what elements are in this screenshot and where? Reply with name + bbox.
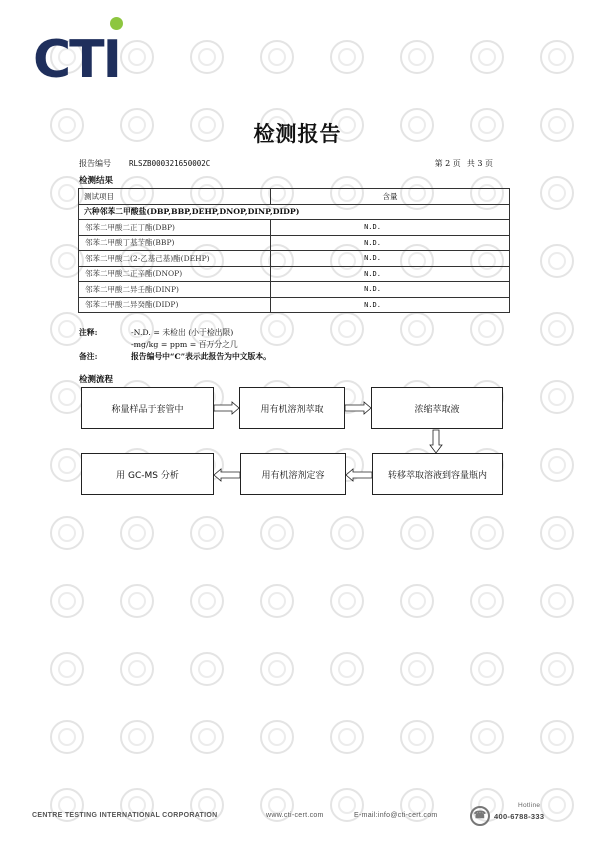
phone-icon: ☎	[470, 806, 490, 826]
report-title: 检测报告	[253, 121, 342, 146]
flow-step-analyze: 用 GC-MS 分析	[81, 453, 214, 495]
flow-step-extract: 用有机溶剂萃取	[239, 387, 345, 429]
test-item: 邻苯二甲酸二(2-乙基己基)酯(DEHP)	[79, 251, 271, 267]
page-current: 第 2 页	[434, 159, 461, 168]
note-line: -mg/kg = ppm = 百万分之几	[131, 340, 238, 349]
test-value: N.D.	[271, 297, 510, 313]
test-item: 邻苯二甲酸二异癸酯(DIDP)	[79, 297, 271, 313]
flow-step-transfer: 转移萃取溶液到容量瓶内	[372, 453, 503, 495]
arrow-left-icon	[346, 469, 372, 481]
footer-website: www.cti-cert.com	[266, 812, 324, 819]
hotline-number: 400-6788-333	[494, 812, 545, 821]
arrow-right-icon	[345, 402, 371, 414]
logo-text: CTI	[33, 30, 120, 90]
flow-step-concentrate: 浓缩萃取液	[371, 387, 503, 429]
test-item: 邻苯二甲酸丁基苄酯(BBP)	[79, 235, 271, 251]
report-number-label: 报告编号	[79, 159, 111, 168]
test-item: 邻苯二甲酸二正丁酯(DBP)	[79, 220, 271, 236]
remark-text: 报告编号中“C”表示此报告为中文版本。	[131, 352, 271, 361]
results-section-title: 检测结果	[79, 176, 114, 186]
test-value: N.D.	[271, 251, 510, 267]
hotline-label: Hotline	[518, 802, 541, 809]
test-value: N.D.	[271, 282, 510, 298]
report-number-value: RLSZB000321650002C	[129, 159, 211, 168]
flow-step-dilute: 用有机溶剂定容	[240, 453, 346, 495]
arrow-down-icon	[430, 430, 442, 453]
footer-email: E-mail:info@cti-cert.com	[354, 812, 438, 819]
arrow-left-icon	[214, 469, 240, 481]
test-item: 邻苯二甲酸二正辛酯(DNOP)	[79, 266, 271, 282]
group-title: 六种邻苯二甲酸盐(DBP,BBP,DEHP,DNOP,DINP,DIDP)	[79, 204, 510, 220]
arrow-right-icon	[214, 402, 239, 414]
test-item: 邻苯二甲酸二异壬酯(DINP)	[79, 282, 271, 298]
footer-company: CENTRE TESTING INTERNATIONAL CORPORATION	[32, 812, 218, 819]
header-test-item: 测试项目	[79, 189, 271, 205]
notes-label: 注释:	[79, 328, 98, 337]
note-line: -N.D. = 未检出 (小于检出限)	[131, 328, 234, 337]
test-value: N.D.	[271, 235, 510, 251]
flow-step-weigh: 称量样品于套管中	[81, 387, 214, 429]
remark-label: 备注:	[79, 352, 98, 361]
test-value: N.D.	[271, 266, 510, 282]
page-total: 共 3 页	[466, 159, 493, 168]
process-section-title: 检测流程	[79, 375, 114, 385]
header-content: 含量	[271, 189, 510, 205]
test-value: N.D.	[271, 220, 510, 236]
